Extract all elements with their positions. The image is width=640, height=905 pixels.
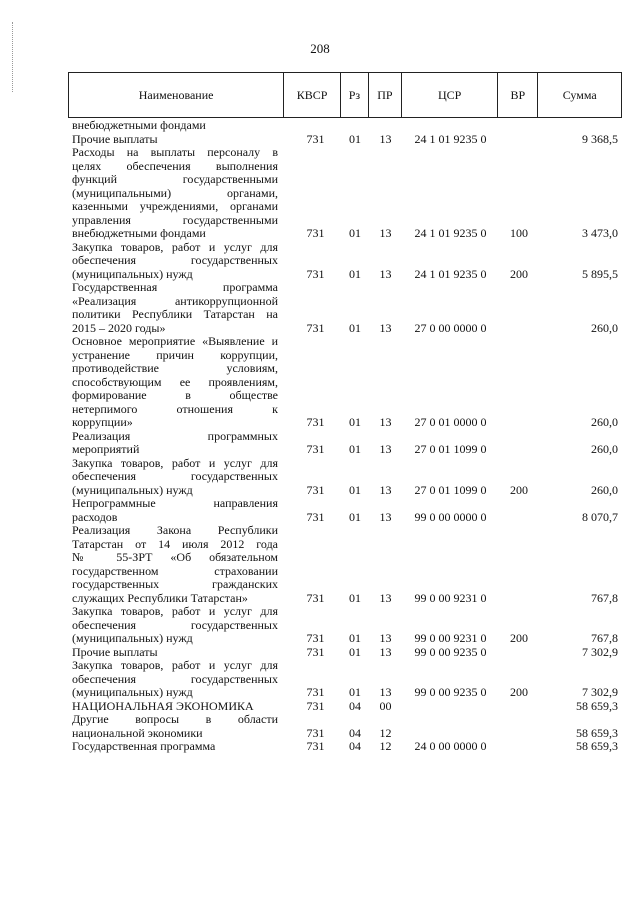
row-csr: 99 0 00 0000 0 bbox=[414, 509, 487, 524]
row-rz: 04 bbox=[349, 739, 361, 753]
page-number: 208 bbox=[310, 41, 330, 56]
row-name-line: управления государственными bbox=[72, 212, 278, 227]
row-pr: 13 bbox=[379, 509, 392, 524]
row-name-line: внебюджетными фондами bbox=[72, 118, 206, 132]
row-csr: 99 0 00 9231 0 bbox=[414, 631, 487, 645]
row-kvsr: 731 bbox=[306, 415, 325, 429]
row-kvsr: 731 bbox=[306, 685, 325, 699]
row-pr: 13 bbox=[379, 644, 392, 659]
row-csr: 99 0 00 9235 0 bbox=[414, 644, 487, 659]
table-row bbox=[68, 740, 622, 754]
row-name-line: Государственная программа bbox=[72, 280, 278, 294]
row-sum: 8 070,7 bbox=[582, 509, 618, 524]
row-vr: 100 bbox=[510, 226, 528, 240]
column-header-csr: ЦСР bbox=[402, 73, 499, 117]
table-row bbox=[68, 700, 622, 714]
row-vr: 200 bbox=[510, 482, 528, 497]
table-row bbox=[68, 646, 622, 660]
row-name-line: расходов bbox=[72, 509, 118, 524]
row-name-line: Расходы на выплаты персоналу в bbox=[72, 145, 278, 159]
column-header-vr: ВР bbox=[498, 73, 538, 117]
row-name-line: 2015 – 2020 годы» bbox=[72, 320, 166, 335]
row-kvsr: 731 bbox=[306, 590, 325, 605]
row-pr: 12 bbox=[379, 725, 392, 740]
row-sum: 7 302,9 bbox=[582, 685, 618, 699]
row-name-line: Прочие выплаты bbox=[72, 644, 158, 659]
row-name-line: формирование в обществе bbox=[72, 388, 278, 402]
row-csr: 99 0 00 9235 0 bbox=[414, 685, 487, 699]
row-name-line: внебюджетными фондами bbox=[72, 226, 206, 240]
row-pr: 13 bbox=[379, 590, 392, 605]
row-name-line: Татарстан от 14 июля 2012 года bbox=[72, 536, 278, 551]
row-name-line: Реализация Закона Республики bbox=[72, 523, 278, 537]
row-rz: 01 bbox=[349, 685, 361, 699]
margin-binding-marks bbox=[12, 22, 15, 92]
row-rz: 01 bbox=[349, 320, 361, 335]
row-kvsr: 731 bbox=[306, 644, 325, 659]
row-pr: 13 bbox=[379, 266, 392, 281]
row-name-line: казенными учреждениями, органами bbox=[72, 199, 278, 213]
table-row bbox=[68, 659, 622, 700]
row-kvsr: 731 bbox=[306, 266, 325, 281]
row-kvsr: 731 bbox=[306, 226, 325, 240]
row-sum: 260,0 bbox=[591, 320, 618, 335]
table-row bbox=[68, 713, 622, 740]
row-sum: 767,8 bbox=[591, 631, 618, 645]
row-name bbox=[68, 146, 284, 241]
column-header-sum: Сумма bbox=[562, 87, 597, 102]
row-name-line: обеспечения государственных bbox=[72, 617, 278, 632]
row-name bbox=[68, 430, 284, 457]
row-name-line: Реализация программных bbox=[72, 428, 278, 443]
table-row bbox=[68, 335, 622, 430]
table-row bbox=[68, 133, 622, 147]
row-kvsr: 731 bbox=[306, 631, 325, 645]
row-name-line: «Реализация антикоррупционной bbox=[72, 293, 278, 308]
table-row bbox=[68, 524, 622, 605]
row-csr: 24 1 01 9235 0 bbox=[414, 266, 487, 281]
table-header bbox=[68, 72, 622, 118]
table-row bbox=[68, 497, 622, 524]
column-header-kvsr: КВСР bbox=[284, 73, 341, 117]
row-pr: 13 bbox=[379, 442, 392, 456]
row-kvsr: 731 bbox=[306, 509, 325, 524]
row-kvsr: 731 bbox=[306, 442, 325, 456]
row-pr: 13 bbox=[379, 415, 392, 429]
row-name bbox=[68, 119, 284, 133]
table-row bbox=[68, 430, 622, 457]
row-name-line: Прочие выплаты bbox=[72, 131, 158, 146]
column-header-pr: ПР bbox=[369, 73, 402, 117]
table-row bbox=[68, 241, 622, 282]
row-rz: 01 bbox=[349, 631, 361, 645]
table-row bbox=[68, 605, 622, 646]
row-name-line: устранение причин коррупции, bbox=[72, 347, 278, 362]
row-csr: 24 0 00 0000 0 bbox=[414, 739, 487, 753]
row-sum: 9 368,5 bbox=[582, 131, 618, 146]
row-name bbox=[68, 241, 284, 282]
row-rz: 01 bbox=[349, 131, 361, 146]
row-sum: 260,0 bbox=[591, 415, 618, 429]
row-name-line: мероприятий bbox=[72, 442, 140, 456]
row-vr: 200 bbox=[510, 631, 528, 645]
row-sum: 58 659,3 bbox=[576, 739, 618, 753]
row-pr: 00 bbox=[379, 698, 392, 713]
row-rz: 01 bbox=[349, 442, 361, 456]
row-name-line: национальной экономики bbox=[72, 725, 203, 740]
row-name bbox=[68, 133, 284, 147]
row-pr: 12 bbox=[379, 739, 392, 753]
row-kvsr: 731 bbox=[306, 739, 325, 753]
row-sum: 58 659,3 bbox=[576, 698, 618, 713]
row-name bbox=[68, 524, 284, 605]
row-name-line: № 55-ЗРТ «Об обязательном bbox=[72, 550, 278, 564]
row-name-line: (муниципальных) нужд bbox=[72, 482, 193, 497]
row-name-line: (муниципальных) нужд bbox=[72, 266, 193, 281]
row-name-line: (муниципальными) органами, bbox=[72, 185, 278, 200]
row-name-line: служащих Республики Татарстан» bbox=[72, 590, 248, 605]
row-kvsr: 731 bbox=[306, 698, 325, 713]
row-pr: 13 bbox=[379, 482, 392, 497]
row-rz: 01 bbox=[349, 590, 361, 605]
row-name-line: обеспечения государственных bbox=[72, 671, 278, 686]
row-name-line: (муниципальных) нужд bbox=[72, 685, 193, 699]
table-row bbox=[68, 146, 622, 241]
row-name bbox=[68, 281, 284, 335]
row-rz: 01 bbox=[349, 226, 361, 240]
row-name bbox=[68, 713, 284, 740]
row-sum: 260,0 bbox=[591, 442, 618, 456]
row-csr: 27 0 01 0000 0 bbox=[414, 415, 487, 429]
row-sum: 260,0 bbox=[591, 482, 618, 497]
row-kvsr: 731 bbox=[306, 482, 325, 497]
row-rz: 04 bbox=[349, 698, 361, 713]
row-kvsr: 731 bbox=[306, 131, 325, 146]
row-name-line: функций государственными bbox=[72, 172, 278, 186]
row-csr: 99 0 00 9231 0 bbox=[414, 590, 487, 605]
row-pr: 13 bbox=[379, 131, 392, 146]
row-name-line: Закупка товаров, работ и услуг для bbox=[72, 239, 278, 254]
row-pr: 13 bbox=[379, 631, 392, 645]
row-name bbox=[68, 335, 284, 430]
row-name bbox=[68, 497, 284, 524]
row-pr: 13 bbox=[379, 685, 392, 699]
row-sum: 58 659,3 bbox=[576, 725, 618, 740]
row-name-line: нетерпимого отношения к bbox=[72, 401, 278, 416]
row-name bbox=[68, 457, 284, 498]
row-rz: 01 bbox=[349, 415, 361, 429]
row-name-line: Закупка товаров, работ и услуг для bbox=[72, 604, 278, 618]
row-csr: 27 0 01 1099 0 bbox=[414, 442, 487, 456]
row-name bbox=[68, 659, 284, 700]
row-name-line: Основное мероприятие «Выявление и bbox=[72, 334, 278, 348]
row-csr: 24 1 01 9235 0 bbox=[414, 131, 487, 146]
column-header-name: Наименование bbox=[69, 73, 284, 117]
row-name-line: Закупка товаров, работ и услуг для bbox=[72, 658, 278, 672]
row-name-line: противодействие условиям, bbox=[72, 361, 278, 375]
row-rz: 01 bbox=[349, 266, 361, 281]
row-name bbox=[68, 740, 284, 754]
row-name-line: обеспечения государственных bbox=[72, 469, 278, 483]
row-rz: 04 bbox=[349, 725, 361, 740]
row-name-line: Закупка товаров, работ и услуг для bbox=[72, 455, 278, 470]
row-rz: 01 bbox=[349, 482, 361, 497]
row-kvsr: 731 bbox=[306, 320, 325, 335]
row-sum: 5 895,5 bbox=[582, 266, 618, 281]
row-name-line: Другие вопросы в области bbox=[72, 712, 278, 726]
table-row bbox=[68, 119, 622, 133]
row-name-line: государственном страховании bbox=[72, 563, 278, 578]
row-rz: 01 bbox=[349, 509, 361, 524]
row-sum: 7 302,9 bbox=[582, 644, 618, 659]
table-body bbox=[68, 119, 622, 754]
row-pr: 13 bbox=[379, 226, 392, 240]
row-name-line: обеспечения государственных bbox=[72, 253, 278, 267]
row-sum: 3 473,0 bbox=[582, 226, 618, 240]
row-name-line: (муниципальных) нужд bbox=[72, 631, 193, 645]
row-name-line: НАЦИОНАЛЬНАЯ ЭКОНОМИКА bbox=[72, 698, 254, 713]
row-name bbox=[68, 646, 284, 660]
row-name-line: коррупции» bbox=[72, 415, 133, 429]
row-pr: 13 bbox=[379, 320, 392, 335]
row-name-line: Государственная программа bbox=[72, 739, 216, 753]
table-row bbox=[68, 457, 622, 498]
row-name-line: политики Республики Татарстан на bbox=[72, 307, 278, 321]
row-name bbox=[68, 605, 284, 646]
row-name-line: способствующим ее проявлениям, bbox=[72, 374, 278, 389]
row-sum: 767,8 bbox=[591, 590, 618, 605]
row-csr: 24 1 01 9235 0 bbox=[414, 226, 487, 240]
row-csr: 27 0 01 1099 0 bbox=[414, 482, 487, 497]
row-vr: 200 bbox=[510, 266, 528, 281]
column-header-rz: Рз bbox=[341, 73, 369, 117]
row-name-line: государственных гражданских bbox=[72, 577, 278, 591]
row-name bbox=[68, 700, 284, 714]
table-row bbox=[68, 281, 622, 335]
row-csr: 27 0 00 0000 0 bbox=[414, 320, 487, 335]
row-name-line: Непрограммные направления bbox=[72, 496, 278, 510]
row-kvsr: 731 bbox=[306, 725, 325, 740]
row-rz: 01 bbox=[349, 644, 361, 659]
row-name-line: целях обеспечения выполнения bbox=[72, 158, 278, 173]
row-vr: 200 bbox=[510, 685, 528, 699]
